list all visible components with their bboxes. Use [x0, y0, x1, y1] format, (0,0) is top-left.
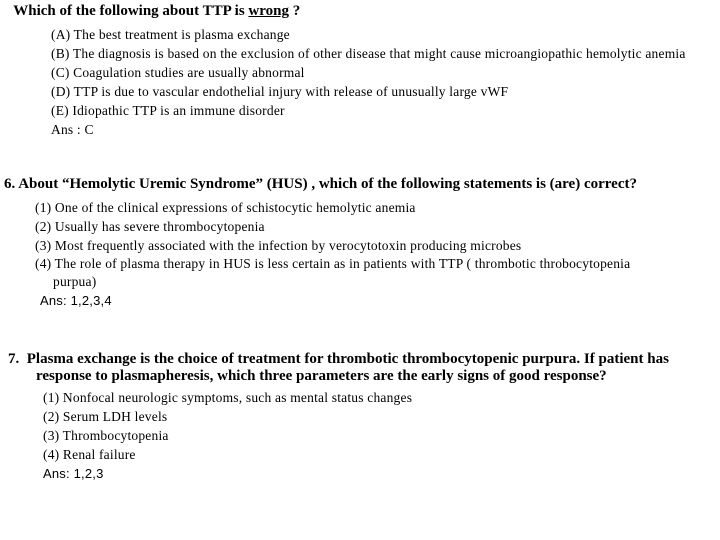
question-7-option-3: (3) Thrombocytopenia [43, 428, 169, 443]
question-6-answer: Ans: 1,2,3,4 [40, 293, 112, 308]
question-5-stem-emphasis: wrong [248, 3, 289, 19]
question-7-number: 7. [8, 351, 20, 367]
question-5-stem [0, 3, 720, 19]
question-5-option-d: (D) TTP is due to vascular endothelial injury with release of unusually large vWF [51, 84, 509, 99]
question-6-options [35, 198, 695, 310]
question-6-stem-text: About “Hemolytic Uremic Syndrome” (HUS) , which of the following statements is (are) correct? [18, 176, 637, 192]
question-5-answer: Ans : C [51, 122, 94, 137]
question-7-stem-text: Plasma exchange is the choice of treatment for thrombotic thrombocytopenic purpura. If patient has response to plasmapheresis, which three parameters are the early signs of good response? [26, 351, 669, 384]
question-7 [0, 351, 720, 483]
question-7-option-2: (2) Serum LDH levels [43, 409, 168, 424]
question-5-option-e: (E) Idiopathic TTP is an immune disorder [51, 103, 285, 118]
question-6-option-2: (2) Usually has severe thrombocytopenia [35, 219, 265, 234]
question-5-option-b: (B) The diagnosis is based on the exclusion of other disease that might cause microangiopathic hemolytic anemia [51, 46, 686, 61]
question-5 [0, 3, 720, 139]
question-5-stem-end: ? [288, 3, 301, 19]
question-5-option-a: (A) The best treatment is plasma exchange [51, 27, 290, 42]
question-7-options [43, 388, 703, 483]
question-6-option-1: (1) One of the clinical expressions of schistocytic hemolytic anemia [35, 200, 416, 215]
question-6-option-3: (3) Most frequently associated with the infection by verocytotoxin producing microbes [35, 238, 522, 253]
question-7-stem [0, 351, 716, 385]
question-7-answer: Ans: 1,2,3 [43, 466, 104, 481]
question-5-option-c: (C) Coagulation studies are usually abnormal [51, 65, 305, 80]
question-6-option-4: (4) The role of plasma therapy in HUS is less certain as in patients with TTP ( thrombotic throbocytopenia purpua) [35, 256, 631, 289]
question-5-options [51, 25, 701, 139]
question-5-stem-text: Which of the following about TTP is [13, 3, 249, 19]
question-7-option-4: (4) Renal failure [43, 447, 136, 462]
question-6 [0, 176, 720, 310]
question-6-stem [0, 176, 702, 192]
question-6-number: 6. [4, 176, 16, 192]
question-7-option-1: (1) Nonfocal neurologic symptoms, such as mental status changes [43, 390, 413, 405]
